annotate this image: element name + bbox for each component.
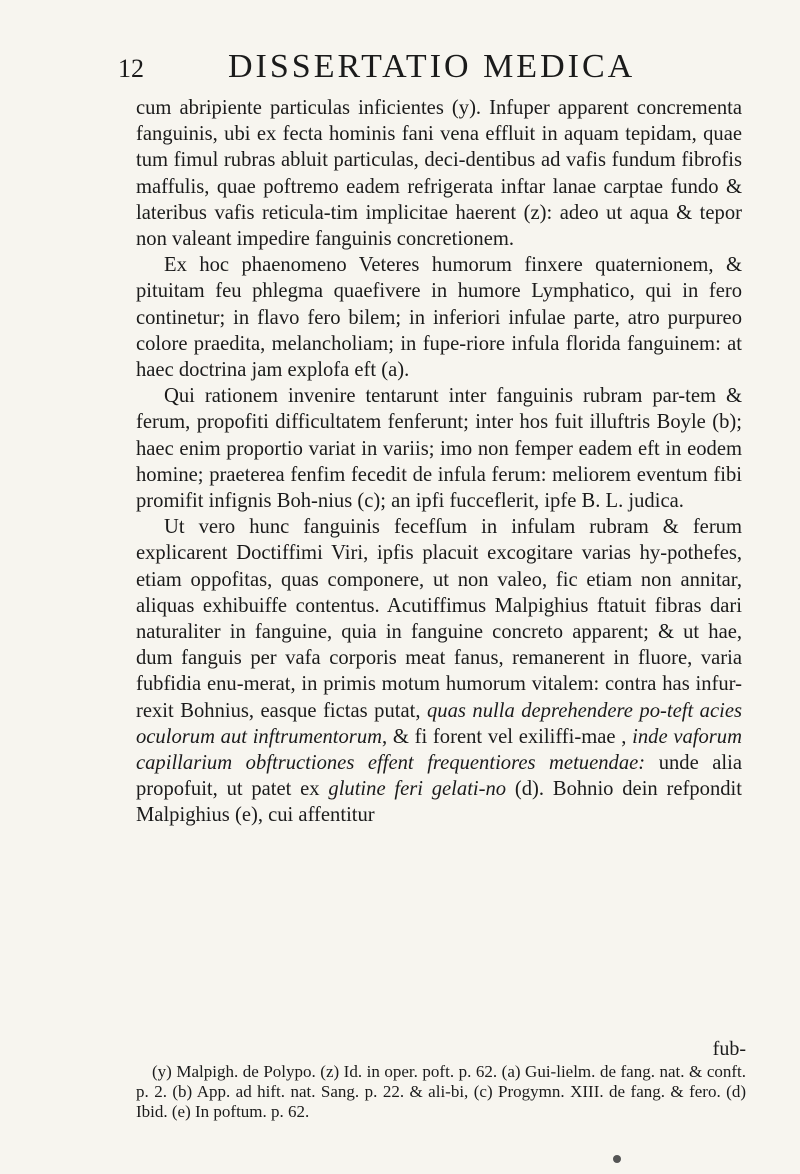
paragraph-4-quote-1: quas nulla deprehendere po-teft acies oculorum aut inftrumentorum [136,699,742,748]
footnotes [136,1062,746,1122]
paragraph-4-text-a: Ut vero hunc fanguinis fecefſum in infulam rubram & ferum explicarent Doctiffimi Viri, ipfis placuit excogitare varias hy-pothefes, etiam oppofitas, quas componere, ut non valeo, fic etiam non annitar, aliquas exhibuiffe contentus. Acutiffimus Malpighius ftatuit fibras dari naturaliter in fanguine, quia in fanguine concreto apparent; & ut hae, dum fanguis per vafa corporis meat fanus, remanerent in fluore, varia fubfidia enu-merat, in primis motum humorum vitalem: contra has infur-rexit Bohnius, easque fictas putat, [136,516,742,722]
page-header [118,48,758,88]
paragraph-2: Ex hoc phaenomeno Veteres humorum finxere quaternionem, & pituitam feu phlegma quaefivere in humore Lymphatico, qui in fero continetur; in flavo fero bilem; in inferiori infulae parte, atro purpureo colore praedita, melancholiam; in fupe-riore infula florida fanguinem: at haec doctrina jam explofa eft (a). [136,254,742,382]
paragraph-4-text-b: , & fi forent vel exiliffi-mae , [382,725,627,748]
page-number: 12 [118,54,144,83]
catchword: fub- [712,1038,746,1060]
paragraph-4-quote-3: glutine feri gelati-no [328,778,507,801]
running-title: DISSERTATIO MEDICA [228,48,636,85]
paragraph-4-text-d: (d). Bohnio dein refpondit Malpighius (e), cui affentitur [136,778,742,827]
footnote-text: (y) Malpigh. de Polypo. (z) Id. in oper. poft. p. 62. (a) Gui-lielm. de fang. nat. & conft. p. 2. (b) App. ad hift. nat. Sang. p. 22. & ali-bi, (c) Progymn. XIII. de fang. & fero. (d) Ibid. (e) In poftum. p. 62. [136,1062,746,1121]
main-text [136,95,742,829]
paragraph-4-text-c: unde alia propofuit, ut patet ex [136,752,743,801]
paragraph-1: cum abripiente particulas inficientes (y). Infuper apparent concrementa fanguinis, ubi ex fecta hominis fani vena effluit in aquam tepidam, quae tum fimul rubras abluit particulas, deci-dentibus ad vafis fundum fibrofis maffulis, quae poftremo eadem refrigerata inftar lanae carptae fundo & lateribus vafis reticula-tim implicitae haerent (z): adeo ut aqua & tepor non valeant impedire fanguinis concretionem. [136,97,742,251]
paragraph-3: Qui rationem invenire tentarunt inter fanguinis rubram par-tem & ferum, propofiti difficultatem fenferunt; inter hos fuit illuftris Boyle (b); haec enim proportio variat in variis; imo non femper eadem eft in eodem homine; praeterea fenfim fecedit de infula ferum: meliorem eventum fibi promifit infignis Boh-nius (c); an ipfi fucceflerit, ipfe B. L. judica. [136,385,742,513]
ink-spot [613,1155,621,1163]
paragraph-4-quote-2: inde vaforum capillarium obftructiones effent frequentiores metuendae: [136,725,742,775]
paragraph-4 [136,514,742,828]
